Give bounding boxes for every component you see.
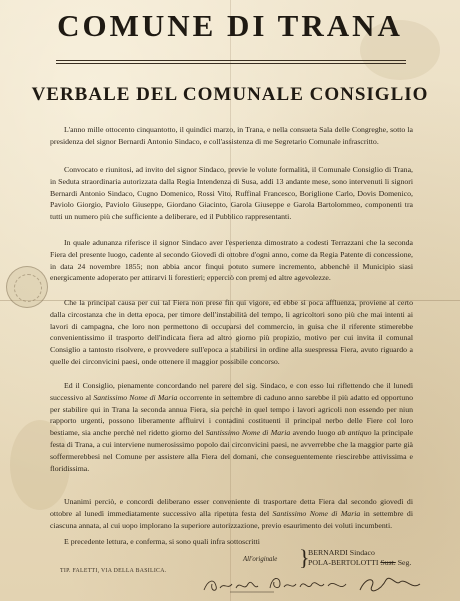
- paragraph-text: in settembre di ciascuna annata, al cui uopo implorano la superiore autorizzazione, previo esaurimento dei voluti incumbenti.: [50, 508, 413, 530]
- paragraph-text: la principale festa di Trana, a cui interviene numerosissimo popolo dai circonvicini paesi, ne avverrebbe che la maggior parte già soffermerebbesi nel Comune per assistere alla Fiera del domani, che conseguentemente riescirebbe attivissima e floridissima.: [50, 428, 413, 473]
- italic-phrase: ab antiquo: [337, 428, 372, 438]
- printer-imprint: TIP. FALETTI, VIA DELLA BASILICA.: [60, 568, 167, 574]
- handwritten-signature: [200, 572, 440, 598]
- dry-seal: [6, 266, 48, 308]
- paragraph: [50, 124, 413, 148]
- paragraph-text: occorrente in settembre di caduno anno sarebbe il più adatto ed opportuno per stabilire qui in Trana la seconda annua Fiera, sia perchè in quel tempo i lavori agricoli non essendo per niun rapporto urgenti, possono liberamente affluirvi i contadini costituenti il principal nerbo delle Fiere col loro bestiame, sia anche perchè nel ridetto giorno del: [50, 392, 414, 438]
- paragraph-text: In quale adunanza riferisce il signor Sindaco aver l'esperienza dimostrato a codesti Terrazzani che la seconda Fiera del presente luogo, cadente al secondo Giovedì di ottobre d'ogni anno, come da Regia Patente di concessione, in data 24 novembre 1855; non abbia ancor finqui potuto sumere incremento, abbenchè il Municipio siasi energicamente adoperato per attirarvi li forestieri; epperciò con premj ed altre agevolezze.: [50, 238, 413, 283]
- paragraph: [50, 536, 413, 548]
- paragraph-text: avendo luogo: [290, 428, 338, 438]
- secretary-signature: [308, 558, 411, 567]
- divider: [56, 60, 406, 61]
- paragraph-text: E precedente lettura, e conferma, si sono quali infra sottoscritti: [64, 537, 260, 546]
- paragraph-text: Ed il Consiglio, pienamente concordando nel parere del sig. Sindaco, e con esso lui riflettendo che il lunedì successivo al: [50, 381, 413, 402]
- document-heading: VERBALE DEL COMUNALE CONSIGLIO: [31, 84, 429, 105]
- paragraph-text: L'anno mille ottocento cinquantotto, il quindici marzo, in Trana, e nella consueta Sala delle Congreghe, sotto la presidenza del signor Bernardi Antonio Sindaco, e coll'assistenza di me Segretario Comunale infrascritto.: [50, 125, 413, 146]
- paragraph-text: Unanimi perciò, e concordi deliberano esser conveniente di trasportare detta Fiera dal secondo giovedì di ottobre al lunedì immediatamente successivo alla ripetuta festa del: [50, 497, 413, 518]
- paragraph: [50, 380, 413, 474]
- paragraph: [50, 496, 413, 531]
- divider: [56, 63, 406, 64]
- italic-phrase: Santissimo Nome di Maria: [93, 392, 178, 402]
- mayor-signature: BERNARDI Sindaco: [308, 548, 375, 557]
- paragraph-text: Che la principal causa per cui tal Fiera non prese fin qui vigore, ed ebbe sì poca affluenza, proviene al certo dalla circostanza che in detta epoca, per timore dell'instabilità del tempo, li agricoltori sono più che mai intenti ai lavori di campagna, che loro non permettono di occuparsi del commercio, in guisa che il riferente stimerebbe convenientissimo il trasporto dell'indicata fiera ad altro giorno più propizio, motivo per cui invita il comunal Consiglio a tantosto risolvere, e provvedere sull'epoca a stabilirsi in ordine alla suespressa Fiera, avuto riguardo a quelle dei circonvicini paesi, onde ottenere il maggior possibile concorso.: [50, 298, 413, 366]
- paragraph: [50, 297, 413, 368]
- original-label: All'originale: [243, 556, 278, 563]
- italic-phrase: Santissimo Nome di Maria: [272, 508, 361, 518]
- struck-title: Sust.: [380, 558, 396, 567]
- paragraph: [50, 164, 413, 223]
- brace: }: [299, 545, 310, 570]
- municipality-title: COMUNE DI TRANA: [57, 8, 403, 43]
- italic-phrase: Santissimo Nome di Maria: [205, 428, 291, 438]
- secretary-role: Seg.: [395, 558, 412, 567]
- paragraph: [50, 237, 413, 284]
- secretary-name: POLA-BERTOLOTTI: [308, 558, 381, 567]
- paragraph-text: Convocato e riunitosi, ad invito del signor Sindaco, previe le volute formalità, il Comunale Consiglio di Trana, in Seduta straordinaria autorizzata dalla Regia Intendenza di Susa, addì 13 andante mese, sono intervenuti li signori Bernardi Antonio Sindaco, Cugno Domenico, Rossi Vito, Ruffinal Francesco, Boriglione Carlo, Dovis Domenico, Paviolo Giorgio, Paviolo Giuseppe, Giordano Giacinto, Garola Giuseppe e Garola Bartolommeo, componenti tra tutti un numero più che sufficiente a deliberare, ed il Pubblico rappresentanti.: [50, 165, 413, 222]
